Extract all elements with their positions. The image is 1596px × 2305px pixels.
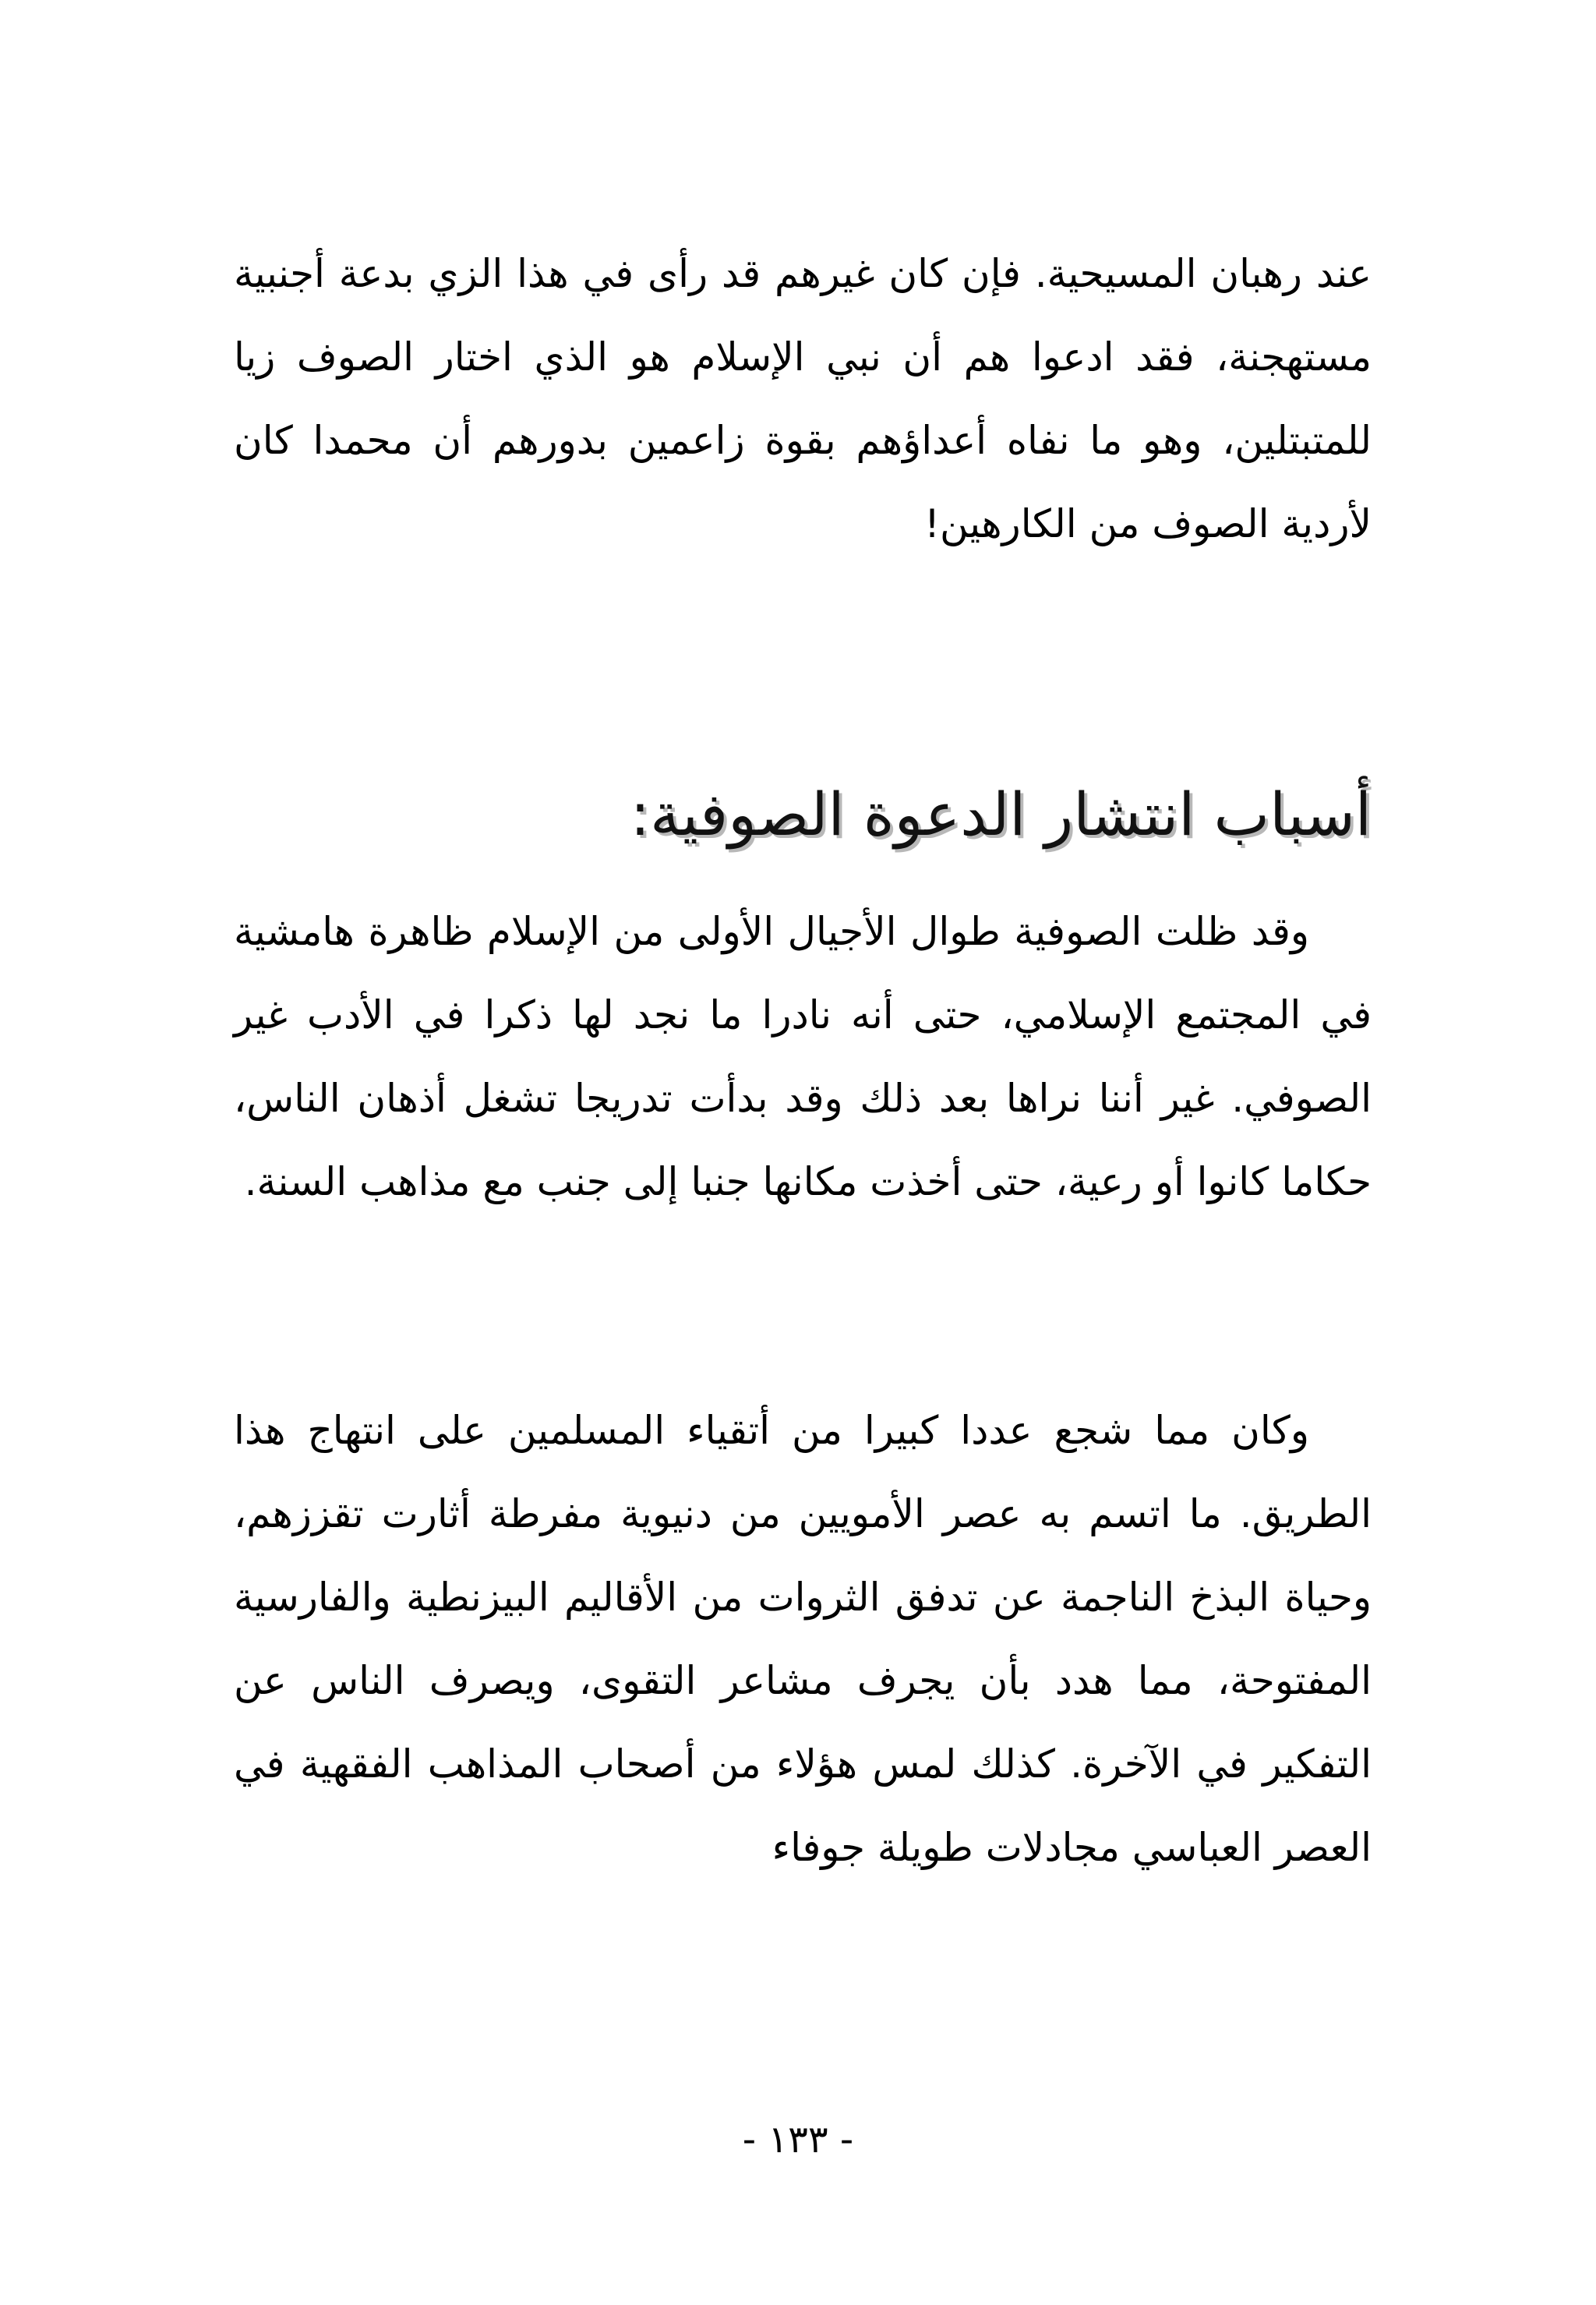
paragraph-sufism-spread: وقد ظلت الصوفية طوال الأجيال الأولى من الإسلام ظاهرة هامشية في المجتمع الإسلامي، حتى أنه نادرا ما نجد لها ذكرا في الأدب غير الصوفي. غير أننا نراها بعد ذلك وقد بدأت تدريجا تشغل أذهان الناس، حكاما كانوا أو رعية، حتى أخذت مكانها جنبا إلى جنب مع مذاهب السنة. bbox=[234, 909, 1372, 1204]
paragraph-umayyad-era: وكان مما شجع عددا كبيرا من أتقياء المسلمين على انتهاج هذا الطريق. ما اتسم به عصر الأمويين من دنيوية مفرطة أثارت تقززهم، وحياة البذخ الناجمة عن تدفق الثروات من الأقاليم البيزنطية والفارسية المفتوحة، مما هدد بأن يجرف مشاعر التقوى، ويصرف الناس عن التفكير في الآخرة. كذلك لمس هؤلاء من أصحاب المذاهب الفقهية في العصر العباسي مجادلات طويلة جوفاء bbox=[234, 1408, 1372, 1870]
section-heading: أسباب انتشار الدعوة الصوفية: bbox=[630, 780, 1372, 849]
page-number: - ١٣٣ - bbox=[742, 2118, 854, 2162]
paragraph-continuation: عند رهبان المسيحية. فإن كان غيرهم قد رأى في هذا الزي بدعة أجنبية مستهجنة، فقد ادعوا هم أن نبي الإسلام هو الذي اختار الصوف زيا للمتبتلين، وهو ما نفاه أعداؤهم بقوة زاعمين بدورهم أن محمدا كان لأردية الصوف من الكارهين! bbox=[234, 251, 1372, 546]
